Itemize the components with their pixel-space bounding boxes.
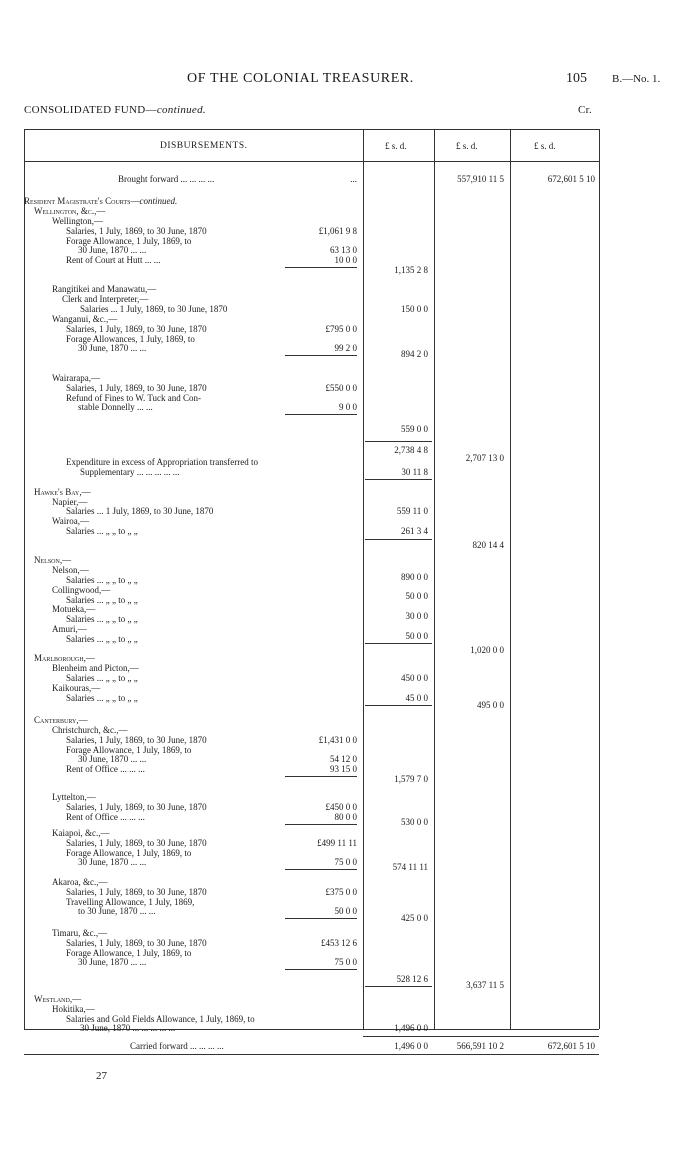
- district-heading: Nelson,—: [52, 565, 89, 575]
- subtotal-rule: [285, 414, 357, 415]
- fund-heading: [24, 105, 206, 116]
- column-header-lsd-1: £ s. d.: [385, 141, 407, 151]
- district-heading: Wanganui, &c.,—: [52, 314, 118, 324]
- line-item: Salaries, 1 July, 1869, to 30 June, 1870: [66, 324, 207, 334]
- district-heading: Wellington,—: [52, 216, 104, 226]
- line-item: Salaries ... „ „ to „ „: [66, 614, 138, 624]
- province-total: 820 14 4: [472, 540, 504, 550]
- line-item: Refund of Fines to W. Tuck and Con-: [66, 393, 202, 403]
- line-item: Salaries ... 1 July, 1869, to 30 June, 1870: [66, 506, 214, 516]
- line-amount: 63 13 0: [330, 245, 357, 255]
- credit-side-label: Cr.: [578, 104, 593, 116]
- line-item: Salaries ... „ „ to „ „: [66, 595, 138, 605]
- line-amount: 54 12 0: [330, 754, 357, 764]
- line-item: stable Donnelly ... ...: [78, 402, 153, 412]
- line-item: to 30 June, 1870 ... ...: [78, 906, 156, 916]
- line-item: Salaries ... „ „ to „ „: [66, 634, 138, 644]
- line-amount: 75 0 0: [334, 857, 357, 867]
- subtotal-rule: [285, 869, 357, 870]
- province-heading: Hawke's Bay,—: [34, 487, 91, 497]
- carried-forward-col4: 672,601 5 10: [547, 1041, 595, 1051]
- fund-name: CONSOLIDATED FUND—: [24, 104, 157, 116]
- footer-rule: [24, 1054, 599, 1055]
- line-item: Supplementary ... ... ... ... ...: [80, 467, 180, 477]
- line-amount: £450 0 0: [325, 802, 357, 812]
- district-total: 1,579 7 0: [394, 774, 428, 784]
- line-item: Salaries, 1 July, 1869, to 30 June, 1870: [66, 383, 207, 393]
- district-total: 50 0 0: [405, 591, 428, 601]
- district-heading: Akaroa, &c.,—: [52, 877, 108, 887]
- subtotal-rule: [365, 986, 432, 987]
- line-item: Rent of Office ... ... ...: [66, 812, 145, 822]
- line-item: 30 June, 1870 ... ...: [78, 343, 147, 353]
- line-item: Salaries and Gold Fields Allowance, 1 July, 1869, to: [66, 1014, 255, 1024]
- province-total: 495 0 0: [477, 700, 504, 710]
- district-total: 30 0 0: [405, 611, 428, 621]
- line-item: Salaries, 1 July, 1869, to 30 June, 1870: [66, 735, 207, 745]
- document-reference: B.—No. 1.: [612, 73, 661, 85]
- line-item: Forage Allowance, 1 July, 1869, to: [66, 848, 192, 858]
- line-item: Clerk and Interpreter,—: [62, 294, 149, 304]
- line-amount: £453 12 6: [321, 938, 357, 948]
- district-total: 150 0 0: [401, 304, 428, 314]
- carried-forward-label: Carried forward ... ... ... ...: [130, 1041, 224, 1051]
- district-heading: Timaru, &c.,—: [52, 928, 108, 938]
- carried-forward-rule: [363, 1036, 599, 1037]
- subtotal-rule: [365, 643, 432, 644]
- district-heading: Blenheim and Picton,—: [52, 663, 139, 673]
- district-heading: Kaiapoi, &c.,—: [52, 828, 110, 838]
- line-item: Salaries, 1 July, 1869, to 30 June, 1870: [66, 887, 207, 897]
- subtotal-rule: [285, 267, 357, 268]
- page-number: 105: [566, 71, 587, 86]
- district-heading: Hokitika,—: [52, 1004, 95, 1014]
- table-right-border: [599, 129, 600, 1029]
- line-item: Salaries, 1 July, 1869, to 30 June, 1870: [66, 226, 207, 236]
- line-item: Salaries ... „ „ to „ „: [66, 673, 138, 683]
- district-total: 45 0 0: [405, 693, 428, 703]
- province-heading: Nelson,—: [34, 555, 72, 565]
- district-total: 530 0 0: [401, 817, 428, 827]
- district-total: 425 0 0: [401, 913, 428, 923]
- line-item: Salaries, 1 July, 1869, to 30 June, 1870: [66, 838, 207, 848]
- district-total: 574 11 11: [392, 862, 428, 872]
- district-heading: Rangitikei and Manawatu,—: [52, 284, 157, 294]
- subtotal-rule: [365, 539, 432, 540]
- district-total: 450 0 0: [401, 673, 428, 683]
- column-header-lsd-2: £ s. d.: [456, 141, 478, 151]
- line-item: Salaries, 1 July, 1869, to 30 June, 1870: [66, 938, 207, 948]
- line-amount: £795 0 0: [325, 324, 357, 334]
- line-item: Forage Allowance, 1 July, 1869, to: [66, 948, 192, 958]
- district-total: 1,496 0 0: [394, 1023, 428, 1033]
- subtotal-rule: [365, 479, 432, 480]
- line-item: Rent of Court at Hutt ... ...: [66, 255, 161, 265]
- subtotal-rule: [285, 824, 357, 825]
- col1-divider: [363, 129, 364, 1029]
- province-heading: Westland,—: [34, 994, 82, 1004]
- district-heading: Collingwood,—: [52, 585, 111, 595]
- section-name: Resident Magistrate's Courts—: [24, 196, 140, 206]
- subtotal-rule: [365, 705, 432, 706]
- line-item: Salaries ... „ „ to „ „: [66, 575, 138, 585]
- column-header-lsd-3: £ s. d.: [534, 141, 556, 151]
- line-amount: £375 0 0: [325, 887, 357, 897]
- province-total: 3,637 11 5: [466, 980, 504, 990]
- line-item: 30 June, 1870 ... ... ... ... ...: [80, 1023, 176, 1033]
- line-item: 30 June, 1870 ... ...: [78, 857, 147, 867]
- district-heading: Amuri,—: [52, 624, 87, 634]
- line-item: Forage Allowances, 1 July, 1869, to: [66, 334, 195, 344]
- line-amount: £499 11 11: [317, 838, 357, 848]
- province-total: 1,020 0 0: [470, 645, 504, 655]
- line-amount: 9 0 0: [339, 402, 357, 412]
- col3-divider: [510, 129, 511, 1029]
- line-amount: 50 0 0: [334, 906, 357, 916]
- province-subtotal: 2,738 4 8: [394, 445, 428, 455]
- fund-continued: continued.: [156, 104, 206, 116]
- line-item: Travelling Allowance, 1 July, 1869,: [66, 897, 195, 907]
- brought-forward-label: Brought forward ... ... ... ...: [118, 174, 215, 184]
- district-heading: Wairoa,—: [52, 516, 90, 526]
- province-heading: Wellington, &c.,—: [34, 206, 106, 216]
- table-left-border: [24, 129, 25, 1029]
- line-amount: 93 15 0: [330, 764, 357, 774]
- district-heading: Kaikouras,—: [52, 683, 101, 693]
- district-total: 528 12 6: [396, 974, 428, 984]
- column-header-disbursements: DISBURSEMENTS.: [160, 141, 248, 151]
- section-continued: continued.: [139, 196, 178, 206]
- line-amount: 80 0 0: [334, 812, 357, 822]
- brought-forward-dots: ...: [350, 174, 357, 184]
- subtotal-rule: [285, 969, 357, 970]
- subtotal-rule: [285, 355, 357, 356]
- line-amount: 99 2 0: [334, 343, 357, 353]
- district-heading: Napier,—: [52, 497, 88, 507]
- subtotal-rule: [365, 441, 432, 442]
- district-heading: Wairarapa,—: [52, 373, 100, 383]
- line-amount: £1,061 9 8: [318, 226, 357, 236]
- carried-forward-col3: 566,591 10 2: [456, 1041, 504, 1051]
- line-amount: 75 0 0: [334, 957, 357, 967]
- table-top-rule: [24, 129, 599, 130]
- line-item: Rent of Office ... ... ...: [66, 764, 145, 774]
- district-total: 261 3 4: [401, 526, 428, 536]
- line-item: Salaries, 1 July, 1869, to 30 June, 1870: [66, 802, 207, 812]
- district-total: 559 0 0: [401, 424, 428, 434]
- line-item: Expenditure in excess of Appropriation transferred to: [66, 457, 258, 467]
- province-total: 2,707 13 0: [465, 453, 504, 463]
- province-heading: Marlborough,—: [34, 653, 95, 663]
- carried-forward-col2: 1,496 0 0: [394, 1041, 428, 1051]
- line-item: Salaries ... 1 July, 1869, to 30 June, 1870: [80, 304, 228, 314]
- province-heading: Canterbury,—: [34, 715, 88, 725]
- col2-divider: [434, 129, 435, 1029]
- subtotal-rule: [285, 918, 357, 919]
- line-item: Salaries ... „ „ to „ „: [66, 693, 138, 703]
- brought-forward-col4: 672,601 5 10: [547, 174, 595, 184]
- line-item: Forage Allowance, 1 July, 1869, to: [66, 745, 192, 755]
- line-item: Salaries ... „ „ to „ „: [66, 526, 138, 536]
- section-heading: [24, 197, 177, 206]
- line-item: 30 June, 1870 ... ...: [78, 245, 147, 255]
- district-heading: Motueka,—: [52, 604, 96, 614]
- line-amount: £1,431 0 0: [318, 735, 357, 745]
- district-heading: Christchurch, &c.,—: [52, 725, 128, 735]
- subtotal-rule: [285, 776, 357, 777]
- district-total: 1,135 2 8: [394, 265, 428, 275]
- line-item: Forage Allowance, 1 July, 1869, to: [66, 236, 192, 246]
- line-amount: £550 0 0: [325, 383, 357, 393]
- signature-mark: 27: [96, 1070, 107, 1082]
- excess-amount: 30 11 8: [401, 467, 428, 477]
- line-amount: 10 0 0: [334, 255, 357, 265]
- line-item: 30 June, 1870 ... ...: [78, 754, 147, 764]
- district-total: 890 0 0: [401, 572, 428, 582]
- header-bottom-rule: [24, 161, 599, 162]
- line-item: 30 June, 1870 ... ...: [78, 957, 147, 967]
- district-heading: Lyttelton,—: [52, 792, 96, 802]
- brought-forward-col3: 557,910 11 5: [457, 174, 504, 184]
- district-total: 559 11 0: [396, 506, 428, 516]
- page-title: OF THE COLONIAL TREASURER.: [187, 71, 414, 86]
- district-total: 894 2 0: [401, 349, 428, 359]
- district-total: 50 0 0: [405, 631, 428, 641]
